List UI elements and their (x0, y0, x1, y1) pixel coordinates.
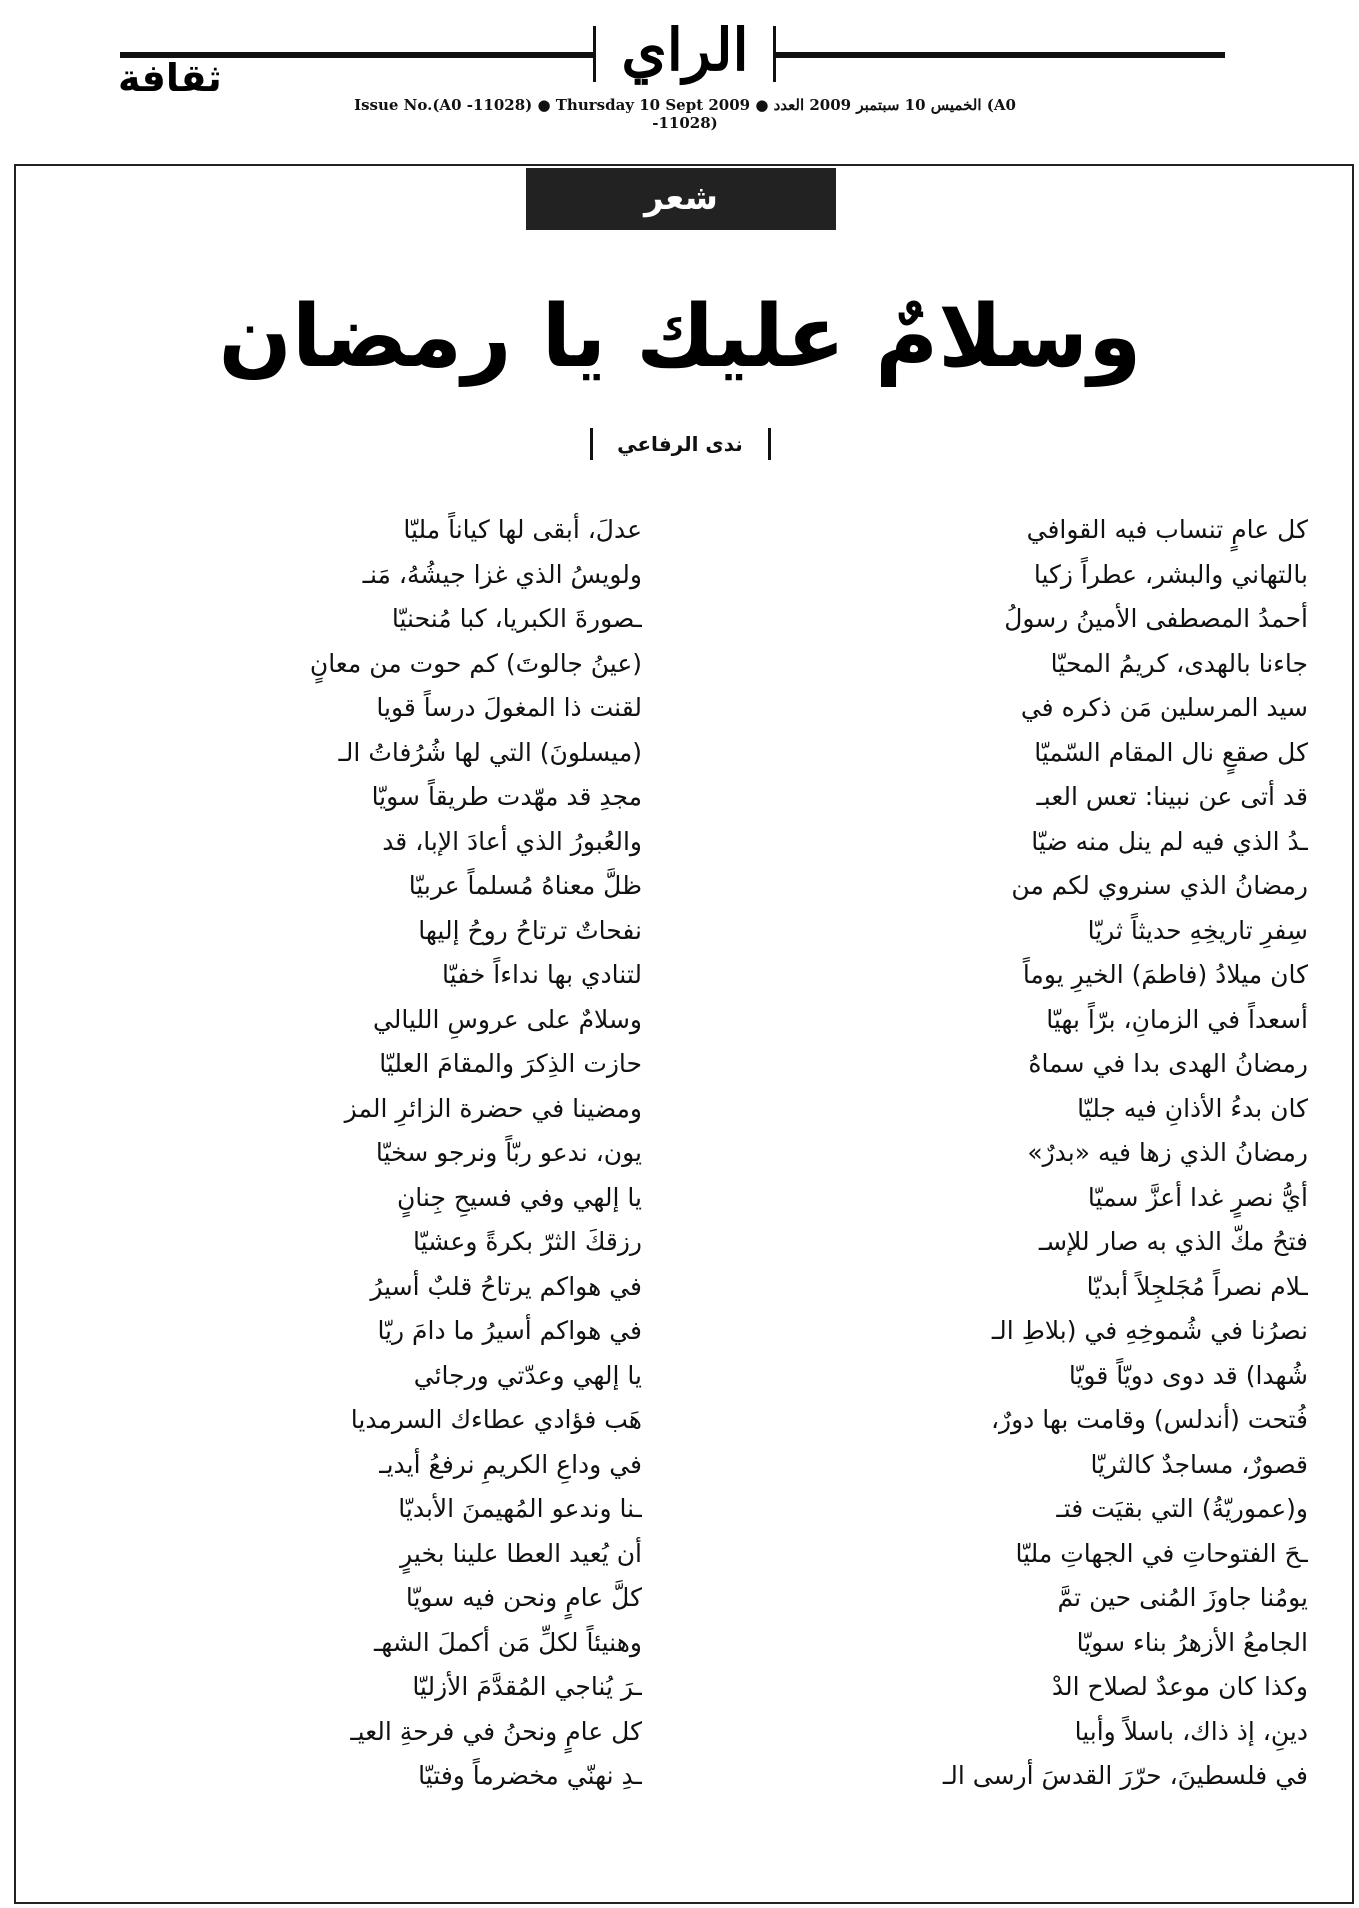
poem-line: كل عامٍ تنساب فيه القوافي (1026, 515, 1308, 544)
poem-line: ـلام نصراً مُجَلجِلاً أبديّا (1086, 1271, 1308, 1301)
poem-line: كان ميلادُ (فاطمَ) الخيرِ يوماً (1022, 960, 1308, 989)
poem-line: في وداعِ الكريمِ نرفعُ أيديـ (379, 1449, 642, 1479)
byline-divider (768, 428, 771, 460)
poem-line: كل عامٍ ونحنُ في فرحةِ العيـ (350, 1716, 642, 1746)
poem-line: نصرُنا في شُموخِهِ في (بلاطِ الـ (991, 1316, 1308, 1345)
poem-line: رزقكَ الثرّ بكرةً وعشيّا (412, 1227, 642, 1256)
poem-line: نفحاتٌ ترتاحُ روحُ إليها (418, 915, 642, 945)
article-title: وسلامٌ عليك يا رمضان (218, 287, 1142, 387)
poem-line: قصورٌ، مساجدٌ كالثريّا (1090, 1449, 1308, 1479)
poem-line: أيُّ نصرٍ غدا أعزَّ سميّا (1087, 1182, 1308, 1212)
poem-line: في فلسطينَ، حرّرَ القدسَ أرسى الـ (942, 1761, 1308, 1790)
poem-line: شُهدا) قد دوى دويّاً قويّا (1068, 1360, 1308, 1390)
poem-column-right (708, 508, 1308, 1799)
poem-line: هَب فؤادي عطاءك السرمديا (350, 1405, 642, 1434)
poem-line: ـرَ يُناجي المُقدَّمَ الأزليّا (412, 1672, 642, 1701)
poem-line: ـصورةَ الكبريا، كبا مُنحنيّا (391, 604, 642, 633)
poem-line: بالتهاني والبشر، عطراً زكيا (1033, 559, 1308, 589)
poem-line: جاءنا بالهدى، كريمُ المحيّا (1050, 648, 1308, 678)
poem-line: يا إلهي وعدّتي ورجائي (413, 1360, 642, 1390)
poem-line: يا إلهي وفي فسيحِ جِنانٍ (396, 1182, 642, 1212)
poem-line: وسلامٌ على عروسِ الليالي (372, 1004, 642, 1034)
poem-line: يومُنا جاوزَ المُنى حين تمَّ (1057, 1583, 1308, 1612)
masthead (0, 0, 1359, 150)
poem-line: والعُبورُ الذي أعادَ الإبا، قد (382, 826, 642, 856)
author-byline: ندى الرفاعي (617, 432, 743, 456)
poem-line: في هواكم أسيرُ ما دامَ ريّا (377, 1316, 642, 1345)
poem-line: حازت الذِكرَ والمقامَ العليّا (379, 1049, 642, 1078)
poem-line: يون، ندعو ربّاً ونرجو سخيّا (375, 1138, 642, 1167)
masthead-divider (593, 26, 596, 82)
poem-line: ـنا وندعو المُهيمنَ الأبديّا (398, 1494, 642, 1523)
section-label: ثقافة (118, 56, 222, 100)
genre-label: شعر (526, 168, 836, 230)
poem-line: أسعداً في الزمانِ، برّاً بهيّا (1046, 1004, 1308, 1034)
poem-line: ـدِ نهنّي مخضرماً وفتيّا (418, 1761, 642, 1790)
poem-line: وهنيئاً لكلِّ مَن أكملَ الشهـ (373, 1627, 642, 1657)
poem-line: عدلَ، أبقى لها كياناً مليّا (403, 515, 642, 544)
poem-line: سِفرِ تاريخِهِ حديثاً ثريّا (1087, 915, 1308, 945)
poem-line: رمضانُ الذي زها فيه «بدرٌ» (1027, 1138, 1308, 1167)
poem-line: فُتحت (أندلس) وقامت بها دورٌ، (990, 1405, 1308, 1434)
issue-line: Issue No.(A0 -11028) ● Thursday 10 Sept 2009 ● الخميس 10 سبتمبر 2009 العدد (A0 -11028) (354, 96, 1016, 132)
poem-line: (عينُ جالوتَ) كم حوت من معانٍ (309, 648, 642, 678)
poem-line: قد أتى عن نبينا: تعس العبـ (1036, 782, 1308, 811)
poem-line: و(عموريّةُ) التي بقيَت فتـ (1056, 1494, 1308, 1523)
newspaper-logo: الراي (621, 16, 749, 84)
poem-line: كلَّ عامٍ ونحن فيه سويّا (405, 1583, 642, 1612)
poem-line: رمضانُ الذي سنروي لكم من (1011, 871, 1308, 900)
poem-line: ولويسُ الذي غزا جيشُهُ، مَنـ (362, 559, 642, 589)
poem-line: لقنت ذا المغولَ درساً قويا (376, 693, 642, 722)
poem-line: كل صقعٍ نال المقام السّميّا (1034, 737, 1308, 767)
poem-column-left (52, 508, 642, 1799)
poem-line: فتحُ مكّ الذي به صار للإسـ (1038, 1227, 1308, 1256)
poem-line: الجامعُ الأزهرُ بناء سويّا (1076, 1627, 1308, 1657)
poem-line: ـدُ الذي فيه لم ينل منه ضيّا (1031, 826, 1308, 856)
poem-line: ظلَّ معناهُ مُسلماً عربيّا (408, 871, 642, 900)
poem-line: لتنادي بها نداءاً خفيّا (442, 960, 642, 989)
poem-line: كان بدءُ الأذانِ فيه جليّا (1077, 1093, 1308, 1123)
poem-line: أحمدُ المصطفى الأمينُ رسولُ (1004, 604, 1308, 633)
poem-line: رمضانُ الهدى بدا في سماهُ (1028, 1049, 1308, 1078)
poem-line: في هواكم يرتاحُ قلبٌ أسيرُ (370, 1271, 642, 1301)
poem-line: مجدِ قد مهّدت طريقاً سويّا (371, 782, 642, 811)
masthead-rule-right (775, 52, 1225, 58)
poem-line: ـحَ الفتوحاتِ في الجهاتِ مليّا (1015, 1538, 1308, 1568)
poem-line: (ميسلونَ) التي لها شُرُفاتُ الـ (338, 737, 642, 767)
poem-line: دينِ، إذ ذاك، باسلاً وأبيا (1074, 1716, 1308, 1746)
poem-line: ومضينا في حضرة الزائرِ المز (344, 1093, 642, 1123)
poem-line: سيد المرسلين مَن ذكره في (1020, 693, 1308, 722)
poem-line: وكذا كان موعدٌ لصلاح الدْ (1051, 1672, 1308, 1701)
poem-line: أن يُعيد العطا علينا بخيرٍ (400, 1538, 642, 1568)
